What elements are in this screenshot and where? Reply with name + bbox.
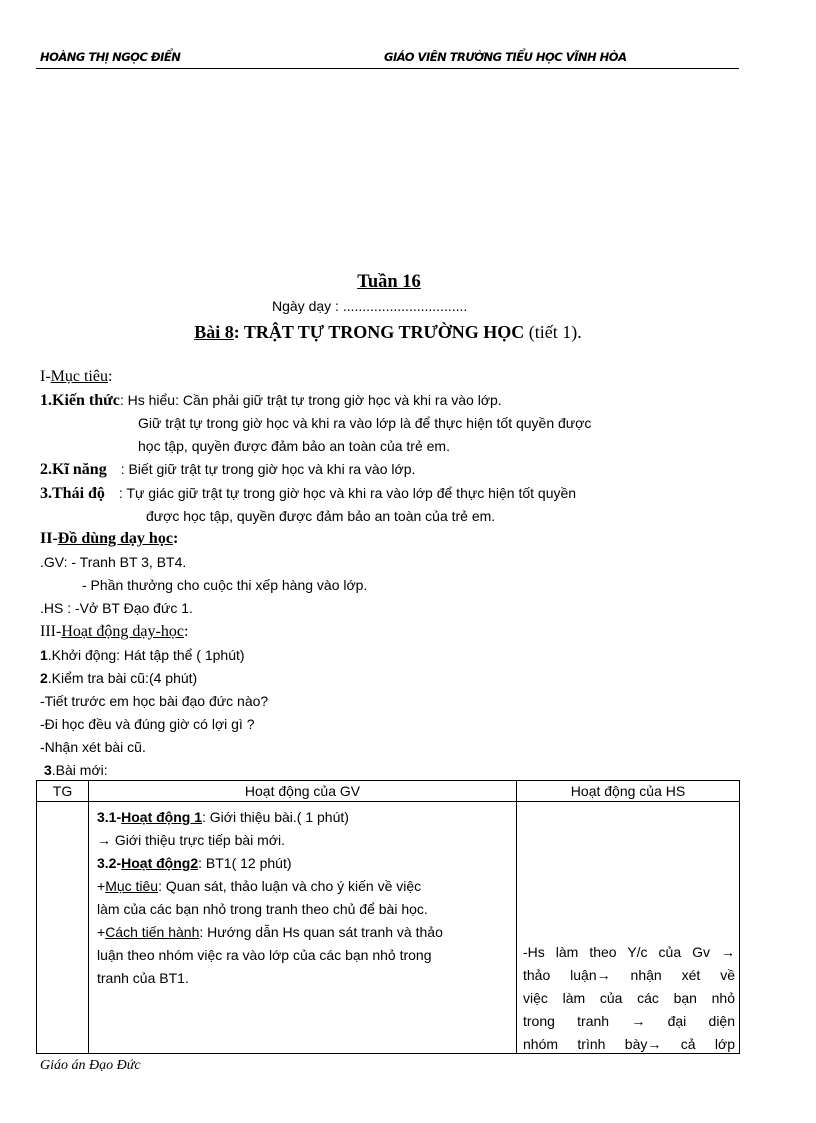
gv-activity-2: 3.2-Hoạt động2: BT1( 12 phút)	[97, 855, 292, 871]
skills-line: 2.Kĩ năng : Biết giữ trật tự trong giờ học và khi ra vào lớp.	[40, 461, 416, 478]
activity-review: 2.Kiểm tra bài cũ:(4 phút)	[40, 670, 198, 686]
gv-method-line-3: tranh của BT1.	[97, 970, 189, 986]
gv-method-line-1: +Cách tiến hành: Hướng dẫn Hs quan sát tranh và thảo	[97, 924, 443, 940]
col-header-student: Hoạt động của HS	[517, 781, 740, 802]
skills-label: 2.Kĩ năng	[40, 461, 107, 478]
activity-warmup: 1.Khởi động: Hát tập thể ( 1phút)	[40, 647, 245, 663]
attitude-label: 3.Thái độ	[40, 485, 105, 502]
new-lesson-label: 3.Bài mới:	[44, 762, 108, 778]
lesson-title	[0, 322, 776, 343]
materials-hs: .HS : -Vở BT Đạo đức 1.	[40, 600, 193, 616]
activities-heading: III-Hoạt động dạy-học:	[40, 623, 189, 640]
knowledge-line-1: 1.Kiến thức: Hs hiểu: Cần phải giữ trật tự trong giờ học và khi ra vào lớp.	[40, 392, 502, 409]
gv-goal-line-1: +Mục tiêu: Quan sát, thảo luận và cho ý kiến về việc	[97, 878, 422, 894]
gv-goal-line-2: làm của các bạn nhỏ trong tranh theo chủ để bài học.	[97, 901, 428, 917]
date-line: Ngày dạy : ................................	[272, 298, 468, 314]
knowledge-line-3: học tập, quyền được đảm bảo an toàn của trẻ em.	[138, 438, 450, 454]
objectives-heading: I-Mục tiêu:	[40, 368, 113, 385]
time-cell	[37, 802, 89, 1054]
page-title: Tuần 16	[357, 272, 421, 292]
hs-line-5: nhóm trình bày→ cả lớp	[523, 1036, 735, 1052]
lesson-number: Bài 8	[194, 322, 234, 342]
table-row	[37, 802, 740, 1054]
lesson-name: : TRẬT TỰ TRONG TRƯỜNG HỌC	[233, 322, 525, 342]
review-question-3: -Nhận xét bài cũ.	[40, 739, 146, 755]
col-header-time: TG	[37, 781, 89, 802]
hs-line-3: việc làm của các bạn nhỏ	[523, 990, 735, 1006]
activity-table	[36, 780, 740, 1054]
hs-line-1: -Hs làm theo Y/c của Gv →	[523, 944, 735, 960]
materials-heading: II-Đồ dùng dạy học:	[40, 530, 179, 547]
lesson-suffix: (tiết 1).	[524, 322, 582, 342]
hs-line-4: trong tranh → đại diện	[523, 1013, 735, 1029]
knowledge-label: 1.Kiến thức	[40, 392, 120, 409]
teacher-activity-cell	[89, 802, 517, 1054]
knowledge-line-2: Giữ trật tự trong giờ học và khi ra vào lớp là để thực hiện tốt quyền được	[138, 415, 592, 431]
header-school: GIÁO VIÊN TRƯỜNG TIỂU HỌC VĨNH HÒA	[384, 50, 627, 64]
materials-prize: - Phần thưởng cho cuộc thi xếp hàng vào lớp.	[82, 577, 368, 593]
gv-method-line-2: luận theo nhóm việc ra vào lớp của các bạn nhỏ trong	[97, 947, 432, 963]
gv-activity-1-detail: → Giới thiệu trực tiếp bài mới.	[97, 832, 286, 848]
col-header-teacher: Hoạt động của GV	[89, 781, 517, 802]
header-author: HOÀNG THỊ NGỌC ĐIỂN	[40, 50, 181, 64]
review-question-1: -Tiết trước em học bài đạo đức nào?	[40, 693, 269, 709]
review-question-2: -Đi học đều và đúng giờ có lợi gì ?	[40, 716, 255, 732]
materials-gv: .GV: - Tranh BT 3, BT4.	[40, 554, 187, 570]
student-activity-cell	[517, 802, 740, 1054]
gv-activity-1: 3.1-Hoạt động 1: Giới thiệu bài.( 1 phút)	[97, 809, 349, 825]
footer-subject: Giáo án Đạo Đức	[40, 1058, 141, 1073]
table-header-row	[37, 781, 740, 802]
header-rule	[36, 68, 739, 69]
attitude-line-1: 3.Thái độ : Tự giác giữ trật tự trong giờ học và khi ra vào lớp để thực hiện tốt quyền	[40, 485, 577, 502]
attitude-line-2: được học tập, quyền được đảm bảo an toàn của trẻ em.	[146, 508, 496, 524]
hs-line-2: thảo luận→ nhận xét về	[523, 967, 735, 983]
